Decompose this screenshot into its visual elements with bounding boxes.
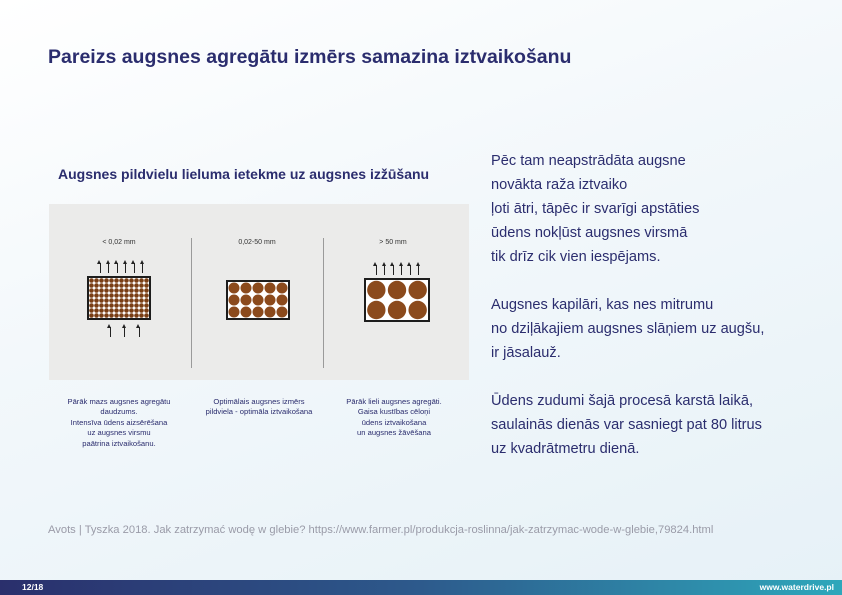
soil-figure bbox=[49, 204, 469, 380]
soil-aggregate bbox=[94, 288, 99, 293]
soil-aggregate bbox=[94, 308, 99, 313]
soil-aggregate bbox=[94, 303, 99, 308]
soil-aggregate bbox=[104, 308, 109, 313]
arrow-up-icon bbox=[381, 262, 390, 276]
soil-aggregate bbox=[104, 288, 109, 293]
panel-divider bbox=[323, 238, 324, 368]
panel-divider bbox=[191, 238, 192, 368]
soil-aggregate bbox=[94, 298, 99, 303]
soil-aggregate bbox=[109, 293, 114, 298]
arrow-up-icon bbox=[130, 260, 139, 274]
soil-aggregate bbox=[89, 298, 94, 303]
slide-title: Pareizs augsnes agregātu izmērs samazina iztvaikošanu bbox=[48, 46, 572, 68]
soil-aggregate bbox=[119, 283, 124, 288]
soil-aggregate bbox=[104, 303, 109, 308]
soil-aggregate bbox=[388, 301, 406, 319]
soil-aggregate bbox=[89, 313, 94, 318]
soil-aggregate bbox=[228, 294, 239, 305]
soil-aggregate bbox=[144, 298, 149, 303]
soil-aggregate bbox=[240, 294, 251, 305]
soil-aggregate bbox=[134, 283, 139, 288]
soil-aggregate bbox=[264, 306, 275, 317]
fine-aggregates bbox=[89, 278, 149, 318]
soil-aggregate bbox=[89, 288, 94, 293]
soil-aggregate bbox=[104, 283, 109, 288]
soil-aggregate bbox=[109, 313, 114, 318]
soil-aggregate bbox=[252, 294, 263, 305]
soil-aggregate bbox=[114, 288, 119, 293]
soil-aggregate bbox=[367, 281, 385, 299]
footer-bar bbox=[0, 580, 842, 595]
soil-aggregate bbox=[109, 303, 114, 308]
soil-aggregate bbox=[124, 278, 129, 283]
soil-aggregate bbox=[129, 283, 134, 288]
soil-aggregate bbox=[114, 283, 119, 288]
soil-aggregate bbox=[276, 294, 287, 305]
soil-aggregate bbox=[129, 303, 134, 308]
arrow-up-icon bbox=[389, 262, 398, 276]
soil-aggregate bbox=[99, 303, 104, 308]
figure-title: Augsnes pildvielu lieluma ietekme uz augsnes izžūšanu bbox=[58, 166, 430, 182]
soil-aggregate bbox=[109, 298, 114, 303]
soil-aggregate bbox=[240, 282, 251, 293]
arrow-up-icon bbox=[121, 324, 130, 338]
arrow-up-icon bbox=[135, 324, 144, 338]
soil-aggregate bbox=[129, 308, 134, 313]
size-label-coarse: > 50 mm bbox=[379, 239, 407, 246]
soil-aggregate bbox=[139, 303, 144, 308]
soil-aggregate bbox=[144, 293, 149, 298]
body-paragraph: Ūdens zudumi šajā procesā karstā laikā, saulainās dienās var sasniegt pat 80 litrus uz kvadrātmetru dienā. bbox=[491, 393, 762, 457]
soil-aggregate bbox=[264, 282, 275, 293]
caption-optimal: Optimālais augsnes izmērs pildviela - optimāla iztvaikošana bbox=[205, 397, 313, 417]
soil-aggregate bbox=[134, 288, 139, 293]
soil-aggregate bbox=[276, 282, 287, 293]
soil-aggregate bbox=[139, 298, 144, 303]
soil-aggregate bbox=[240, 306, 251, 317]
soil-aggregate bbox=[144, 303, 149, 308]
soil-aggregate bbox=[119, 303, 124, 308]
soil-aggregate bbox=[94, 278, 99, 283]
body-paragraph: Pēc tam neapstrādāta augsne novākta raža iztvaiko ļoti ātri, tāpēc ir svarīgi apstāties ūdens nokļūst augsnes virsmā tik drīz cik vien iespējams. bbox=[491, 153, 700, 265]
soil-aggregate bbox=[124, 303, 129, 308]
soil-aggregate bbox=[134, 313, 139, 318]
coarse-aggregates bbox=[366, 280, 428, 320]
arrow-up-icon bbox=[113, 260, 122, 274]
optimal-aggregates bbox=[228, 282, 288, 318]
size-label-optimal: 0,02-50 mm bbox=[238, 239, 276, 246]
body-text bbox=[491, 149, 831, 485]
soil-aggregate bbox=[99, 283, 104, 288]
soil-aggregate bbox=[124, 283, 129, 288]
arrow-up-icon bbox=[106, 324, 115, 338]
soil-aggregate bbox=[129, 313, 134, 318]
soil-aggregate bbox=[104, 293, 109, 298]
soil-box-coarse bbox=[364, 278, 430, 322]
arrow-up-icon bbox=[398, 262, 407, 276]
soil-aggregate bbox=[408, 301, 426, 319]
soil-aggregate bbox=[109, 283, 114, 288]
page-number: 12/18 bbox=[22, 582, 44, 592]
soil-aggregate bbox=[104, 298, 109, 303]
arrow-up-icon bbox=[372, 262, 381, 276]
soil-aggregate bbox=[104, 313, 109, 318]
soil-aggregate bbox=[228, 282, 239, 293]
soil-aggregate bbox=[99, 298, 104, 303]
soil-aggregate bbox=[408, 281, 426, 299]
soil-aggregate bbox=[109, 308, 114, 313]
soil-aggregate bbox=[228, 306, 239, 317]
source-citation: Avots | Tyszka 2018. Jak zatrzymać wodę w glebie? https://www.farmer.pl/produkcja-roslinna/jak-zatrzymac-wode-w-glebie,79824.html bbox=[48, 524, 714, 536]
soil-aggregate bbox=[139, 293, 144, 298]
soil-aggregate bbox=[129, 298, 134, 303]
soil-aggregate bbox=[144, 288, 149, 293]
soil-aggregate bbox=[114, 313, 119, 318]
soil-aggregate bbox=[139, 278, 144, 283]
soil-aggregate bbox=[139, 313, 144, 318]
soil-aggregate bbox=[114, 278, 119, 283]
soil-aggregate bbox=[94, 313, 99, 318]
soil-aggregate bbox=[119, 288, 124, 293]
soil-aggregate bbox=[139, 288, 144, 293]
soil-aggregate bbox=[144, 313, 149, 318]
soil-aggregate bbox=[119, 308, 124, 313]
soil-box-fine bbox=[87, 276, 151, 320]
soil-aggregate bbox=[119, 298, 124, 303]
soil-aggregate bbox=[264, 294, 275, 305]
soil-aggregate bbox=[89, 283, 94, 288]
soil-aggregate bbox=[144, 278, 149, 283]
soil-aggregate bbox=[134, 293, 139, 298]
soil-box-optimal bbox=[226, 280, 290, 320]
website-link[interactable]: www.waterdrive.pl bbox=[759, 582, 834, 592]
soil-aggregate bbox=[124, 298, 129, 303]
soil-aggregate bbox=[276, 306, 287, 317]
soil-aggregate bbox=[119, 278, 124, 283]
evaporation-arrows bbox=[372, 262, 423, 276]
arrow-up-icon bbox=[105, 260, 114, 274]
soil-aggregate bbox=[119, 313, 124, 318]
arrow-up-icon bbox=[415, 262, 424, 276]
soil-aggregate bbox=[109, 278, 114, 283]
soil-aggregate bbox=[94, 293, 99, 298]
soil-aggregate bbox=[114, 308, 119, 313]
soil-aggregate bbox=[114, 298, 119, 303]
soil-aggregate bbox=[139, 283, 144, 288]
soil-aggregate bbox=[252, 306, 263, 317]
soil-aggregate bbox=[119, 293, 124, 298]
soil-aggregate bbox=[129, 288, 134, 293]
soil-aggregate bbox=[99, 278, 104, 283]
soil-aggregate bbox=[252, 282, 263, 293]
soil-aggregate bbox=[94, 283, 99, 288]
capillary-arrows bbox=[106, 324, 144, 338]
soil-aggregate bbox=[99, 288, 104, 293]
soil-aggregate bbox=[388, 281, 406, 299]
soil-aggregate bbox=[99, 293, 104, 298]
soil-aggregate bbox=[134, 308, 139, 313]
soil-aggregate bbox=[99, 313, 104, 318]
soil-aggregate bbox=[134, 298, 139, 303]
body-paragraph: Augsnes kapilāri, kas nes mitrumu no dziļākajiem augsnes slāņiem uz augšu, ir jāsalauž. bbox=[491, 297, 765, 361]
soil-aggregate bbox=[89, 303, 94, 308]
evaporation-arrows bbox=[96, 260, 147, 274]
arrow-up-icon bbox=[406, 262, 415, 276]
soil-aggregate bbox=[89, 308, 94, 313]
soil-aggregate bbox=[129, 293, 134, 298]
soil-aggregate bbox=[114, 303, 119, 308]
soil-aggregate bbox=[124, 313, 129, 318]
arrow-up-icon bbox=[139, 260, 148, 274]
size-label-fine: < 0,02 mm bbox=[102, 239, 136, 246]
soil-aggregate bbox=[139, 308, 144, 313]
caption-coarse: Pārāk lieli augsnes agregāti. Gaisa kustības cēloņi ūdens iztvaikošana un augsnes žāvēšana bbox=[346, 397, 442, 438]
soil-aggregate bbox=[124, 293, 129, 298]
soil-aggregate bbox=[89, 278, 94, 283]
arrow-up-icon bbox=[96, 260, 105, 274]
soil-aggregate bbox=[144, 308, 149, 313]
arrow-up-icon bbox=[122, 260, 131, 274]
soil-aggregate bbox=[124, 288, 129, 293]
soil-aggregate bbox=[134, 278, 139, 283]
soil-aggregate bbox=[134, 303, 139, 308]
caption-fine: Pārāk mazs augsnes agregātu daudzums. Intensīva ūdens aizsērēšana uz augsnes virsmu paātrina iztvaikošanu. bbox=[67, 397, 171, 448]
soil-aggregate bbox=[114, 293, 119, 298]
soil-aggregate bbox=[144, 283, 149, 288]
soil-aggregate bbox=[367, 301, 385, 319]
soil-aggregate bbox=[104, 278, 109, 283]
soil-aggregate bbox=[129, 278, 134, 283]
soil-aggregate bbox=[109, 288, 114, 293]
soil-aggregate bbox=[99, 308, 104, 313]
soil-aggregate bbox=[124, 308, 129, 313]
soil-aggregate bbox=[89, 293, 94, 298]
